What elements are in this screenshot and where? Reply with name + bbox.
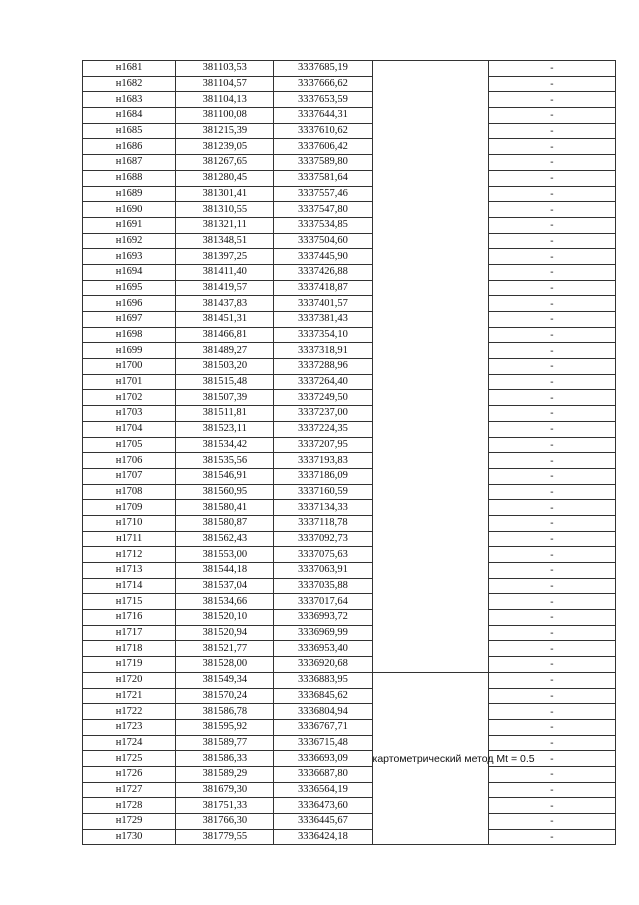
point-id: н1693 xyxy=(83,249,176,265)
method-cell-empty xyxy=(372,312,488,328)
point-id: н1709 xyxy=(83,500,176,516)
y-coordinate: 3336920,68 xyxy=(274,657,372,673)
table-row xyxy=(83,766,616,782)
table-row xyxy=(83,312,616,328)
table-row xyxy=(83,217,616,233)
method-note: картометрический метод Mt = 0.5 xyxy=(372,672,488,845)
point-id: н1717 xyxy=(83,625,176,641)
method-cell-empty xyxy=(372,641,488,657)
table-row xyxy=(83,343,616,359)
accuracy-value: - xyxy=(488,735,615,751)
y-coordinate: 3337224,35 xyxy=(274,421,372,437)
y-coordinate: 3336969,99 xyxy=(274,625,372,641)
x-coordinate: 381534,42 xyxy=(176,437,274,453)
table-row xyxy=(83,296,616,312)
point-id: н1703 xyxy=(83,406,176,422)
point-id: н1683 xyxy=(83,92,176,108)
accuracy-value: - xyxy=(488,327,615,343)
x-coordinate: 381301,41 xyxy=(176,186,274,202)
y-coordinate: 3337666,62 xyxy=(274,76,372,92)
point-id: н1708 xyxy=(83,484,176,500)
y-coordinate: 3337504,60 xyxy=(274,233,372,249)
accuracy-value: - xyxy=(488,547,615,563)
y-coordinate: 3337557,46 xyxy=(274,186,372,202)
point-id: н1720 xyxy=(83,672,176,688)
table-row xyxy=(83,814,616,830)
y-coordinate: 3336993,72 xyxy=(274,610,372,626)
x-coordinate: 381528,00 xyxy=(176,657,274,673)
accuracy-value: - xyxy=(488,217,615,233)
point-id: н1710 xyxy=(83,515,176,531)
accuracy-value: - xyxy=(488,390,615,406)
point-id: н1704 xyxy=(83,421,176,437)
method-cell-empty xyxy=(372,217,488,233)
x-coordinate: 381451,31 xyxy=(176,312,274,328)
accuracy-value: - xyxy=(488,312,615,328)
y-coordinate: 3337193,83 xyxy=(274,453,372,469)
y-coordinate: 3337035,88 xyxy=(274,578,372,594)
accuracy-value: - xyxy=(488,453,615,469)
x-coordinate: 381521,77 xyxy=(176,641,274,657)
method-cell-empty xyxy=(372,406,488,422)
method-cell-empty xyxy=(372,139,488,155)
point-id: н1701 xyxy=(83,374,176,390)
method-cell-empty xyxy=(372,563,488,579)
x-coordinate: 381489,27 xyxy=(176,343,274,359)
y-coordinate: 3337547,80 xyxy=(274,202,372,218)
y-coordinate: 3337118,78 xyxy=(274,515,372,531)
accuracy-value: - xyxy=(488,814,615,830)
table-row xyxy=(83,547,616,563)
accuracy-value: - xyxy=(488,798,615,814)
x-coordinate: 381553,00 xyxy=(176,547,274,563)
y-coordinate: 3336804,94 xyxy=(274,704,372,720)
x-coordinate: 381562,43 xyxy=(176,531,274,547)
y-coordinate: 3336845,62 xyxy=(274,688,372,704)
accuracy-value: - xyxy=(488,123,615,139)
y-coordinate: 3337610,62 xyxy=(274,123,372,139)
y-coordinate: 3337264,40 xyxy=(274,374,372,390)
x-coordinate: 381267,65 xyxy=(176,155,274,171)
point-id: н1723 xyxy=(83,719,176,735)
table-row xyxy=(83,108,616,124)
accuracy-value: - xyxy=(488,688,615,704)
point-id: н1719 xyxy=(83,657,176,673)
table-row xyxy=(83,421,616,437)
accuracy-value: - xyxy=(488,359,615,375)
point-id: н1694 xyxy=(83,264,176,280)
point-id: н1726 xyxy=(83,766,176,782)
accuracy-value: - xyxy=(488,170,615,186)
point-id: н1722 xyxy=(83,704,176,720)
point-id: н1712 xyxy=(83,547,176,563)
accuracy-value: - xyxy=(488,704,615,720)
point-id: н1695 xyxy=(83,280,176,296)
accuracy-value: - xyxy=(488,563,615,579)
accuracy-value: - xyxy=(488,296,615,312)
point-id: н1714 xyxy=(83,578,176,594)
point-id: н1730 xyxy=(83,829,176,845)
y-coordinate: 3337589,80 xyxy=(274,155,372,171)
table-row xyxy=(83,437,616,453)
table-row xyxy=(83,829,616,845)
point-id: н1700 xyxy=(83,359,176,375)
accuracy-value: - xyxy=(488,468,615,484)
point-id: н1713 xyxy=(83,563,176,579)
table-row xyxy=(83,92,616,108)
x-coordinate: 381239,05 xyxy=(176,139,274,155)
method-cell-empty xyxy=(372,76,488,92)
table-row xyxy=(83,594,616,610)
table-row xyxy=(83,782,616,798)
x-coordinate: 381466,81 xyxy=(176,327,274,343)
table-row xyxy=(83,704,616,720)
x-coordinate: 381104,13 xyxy=(176,92,274,108)
x-coordinate: 381586,78 xyxy=(176,704,274,720)
x-coordinate: 381595,92 xyxy=(176,719,274,735)
accuracy-value: - xyxy=(488,406,615,422)
y-coordinate: 3337418,87 xyxy=(274,280,372,296)
point-id: н1699 xyxy=(83,343,176,359)
table-row xyxy=(83,186,616,202)
accuracy-value: - xyxy=(488,374,615,390)
point-id: н1707 xyxy=(83,468,176,484)
method-cell-empty xyxy=(372,202,488,218)
table-row xyxy=(83,563,616,579)
method-cell-empty xyxy=(372,594,488,610)
accuracy-value: - xyxy=(488,264,615,280)
method-cell-empty xyxy=(372,374,488,390)
x-coordinate: 381580,41 xyxy=(176,500,274,516)
method-cell-empty xyxy=(372,531,488,547)
accuracy-value: - xyxy=(488,186,615,202)
table-row xyxy=(83,374,616,390)
table-row xyxy=(83,76,616,92)
method-cell-empty xyxy=(372,484,488,500)
y-coordinate: 3336953,40 xyxy=(274,641,372,657)
x-coordinate: 381520,10 xyxy=(176,610,274,626)
table-row xyxy=(83,61,616,77)
accuracy-value: - xyxy=(488,437,615,453)
y-coordinate: 3336473,60 xyxy=(274,798,372,814)
coordinates-table xyxy=(82,60,616,845)
table-row xyxy=(83,625,616,641)
x-coordinate: 381766,30 xyxy=(176,814,274,830)
y-coordinate: 3336424,18 xyxy=(274,829,372,845)
y-coordinate: 3337063,91 xyxy=(274,563,372,579)
x-coordinate: 381586,33 xyxy=(176,751,274,767)
point-id: н1686 xyxy=(83,139,176,155)
method-cell-empty xyxy=(372,610,488,626)
method-cell-empty xyxy=(372,123,488,139)
method-cell-empty xyxy=(372,625,488,641)
y-coordinate: 3337075,63 xyxy=(274,547,372,563)
table-row xyxy=(83,406,616,422)
point-id: н1711 xyxy=(83,531,176,547)
y-coordinate: 3337606,42 xyxy=(274,139,372,155)
y-coordinate: 3337401,57 xyxy=(274,296,372,312)
accuracy-value: - xyxy=(488,578,615,594)
accuracy-value: - xyxy=(488,625,615,641)
y-coordinate: 3337160,59 xyxy=(274,484,372,500)
point-id: н1688 xyxy=(83,170,176,186)
x-coordinate: 381779,55 xyxy=(176,829,274,845)
method-cell-empty xyxy=(372,390,488,406)
table-row xyxy=(83,264,616,280)
x-coordinate: 381507,39 xyxy=(176,390,274,406)
point-id: н1729 xyxy=(83,814,176,830)
point-id: н1716 xyxy=(83,610,176,626)
y-coordinate: 3337318,91 xyxy=(274,343,372,359)
point-id: н1728 xyxy=(83,798,176,814)
x-coordinate: 381103,53 xyxy=(176,61,274,77)
table-row xyxy=(83,453,616,469)
table-row xyxy=(83,610,616,626)
point-id: н1687 xyxy=(83,155,176,171)
point-id: н1696 xyxy=(83,296,176,312)
table-row xyxy=(83,688,616,704)
point-id: н1684 xyxy=(83,108,176,124)
table-row xyxy=(83,500,616,516)
method-cell-empty xyxy=(372,280,488,296)
table-row xyxy=(83,249,616,265)
accuracy-value: - xyxy=(488,672,615,688)
x-coordinate: 381215,39 xyxy=(176,123,274,139)
accuracy-value: - xyxy=(488,610,615,626)
y-coordinate: 3336687,80 xyxy=(274,766,372,782)
accuracy-value: - xyxy=(488,751,615,767)
table-row xyxy=(83,798,616,814)
method-cell-empty xyxy=(372,233,488,249)
y-coordinate: 3337685,19 xyxy=(274,61,372,77)
point-id: н1706 xyxy=(83,453,176,469)
accuracy-value: - xyxy=(488,92,615,108)
y-coordinate: 3337426,88 xyxy=(274,264,372,280)
method-cell-empty xyxy=(372,186,488,202)
method-cell-empty xyxy=(372,453,488,469)
accuracy-value: - xyxy=(488,233,615,249)
x-coordinate: 381520,94 xyxy=(176,625,274,641)
y-coordinate: 3337249,50 xyxy=(274,390,372,406)
point-id: н1682 xyxy=(83,76,176,92)
method-cell-empty xyxy=(372,343,488,359)
coordinates-table-body xyxy=(83,61,616,845)
point-id: н1725 xyxy=(83,751,176,767)
method-cell-empty xyxy=(372,578,488,594)
table-row xyxy=(83,280,616,296)
accuracy-value: - xyxy=(488,108,615,124)
table-row xyxy=(83,327,616,343)
point-id: н1721 xyxy=(83,688,176,704)
y-coordinate: 3337653,59 xyxy=(274,92,372,108)
y-coordinate: 3336445,67 xyxy=(274,814,372,830)
table-row xyxy=(83,233,616,249)
method-cell-empty xyxy=(372,500,488,516)
table-row xyxy=(83,359,616,375)
point-id: н1692 xyxy=(83,233,176,249)
method-cell-empty xyxy=(372,359,488,375)
y-coordinate: 3336564,19 xyxy=(274,782,372,798)
accuracy-value: - xyxy=(488,515,615,531)
method-cell-empty xyxy=(372,437,488,453)
method-cell-empty xyxy=(372,108,488,124)
x-coordinate: 381546,91 xyxy=(176,468,274,484)
x-coordinate: 381503,20 xyxy=(176,359,274,375)
point-id: н1689 xyxy=(83,186,176,202)
x-coordinate: 381549,34 xyxy=(176,672,274,688)
table-row xyxy=(83,139,616,155)
x-coordinate: 381570,24 xyxy=(176,688,274,704)
method-cell-empty xyxy=(372,170,488,186)
method-cell-empty xyxy=(372,92,488,108)
accuracy-value: - xyxy=(488,280,615,296)
accuracy-value: - xyxy=(488,202,615,218)
table-row xyxy=(83,578,616,594)
x-coordinate: 381437,83 xyxy=(176,296,274,312)
x-coordinate: 381397,25 xyxy=(176,249,274,265)
table-row xyxy=(83,155,616,171)
accuracy-value: - xyxy=(488,719,615,735)
x-coordinate: 381515,48 xyxy=(176,374,274,390)
x-coordinate: 381580,87 xyxy=(176,515,274,531)
point-id: н1727 xyxy=(83,782,176,798)
y-coordinate: 3337644,31 xyxy=(274,108,372,124)
table-row xyxy=(83,657,616,673)
method-cell-empty xyxy=(372,61,488,77)
table-row xyxy=(83,123,616,139)
point-id: н1724 xyxy=(83,735,176,751)
table-row xyxy=(83,170,616,186)
y-coordinate: 3337534,85 xyxy=(274,217,372,233)
method-cell-empty xyxy=(372,296,488,312)
accuracy-value: - xyxy=(488,343,615,359)
y-coordinate: 3336693,09 xyxy=(274,751,372,767)
accuracy-value: - xyxy=(488,484,615,500)
point-id: н1718 xyxy=(83,641,176,657)
point-id: н1681 xyxy=(83,61,176,77)
table-row xyxy=(83,751,616,767)
y-coordinate: 3336715,48 xyxy=(274,735,372,751)
x-coordinate: 381560,95 xyxy=(176,484,274,500)
table-row xyxy=(83,531,616,547)
method-cell-empty xyxy=(372,421,488,437)
accuracy-value: - xyxy=(488,641,615,657)
accuracy-value: - xyxy=(488,594,615,610)
x-coordinate: 381511,81 xyxy=(176,406,274,422)
y-coordinate: 3336883,95 xyxy=(274,672,372,688)
x-coordinate: 381589,29 xyxy=(176,766,274,782)
accuracy-value: - xyxy=(488,139,615,155)
accuracy-value: - xyxy=(488,155,615,171)
table-row xyxy=(83,390,616,406)
y-coordinate: 3337581,64 xyxy=(274,170,372,186)
y-coordinate: 3336767,71 xyxy=(274,719,372,735)
y-coordinate: 3337186,09 xyxy=(274,468,372,484)
table-row xyxy=(83,719,616,735)
x-coordinate: 381544,18 xyxy=(176,563,274,579)
x-coordinate: 381537,04 xyxy=(176,578,274,594)
point-id: н1685 xyxy=(83,123,176,139)
y-coordinate: 3337237,00 xyxy=(274,406,372,422)
method-cell-empty xyxy=(372,657,488,673)
accuracy-value: - xyxy=(488,421,615,437)
method-cell-empty xyxy=(372,547,488,563)
x-coordinate: 381534,66 xyxy=(176,594,274,610)
x-coordinate: 381321,11 xyxy=(176,217,274,233)
accuracy-value: - xyxy=(488,766,615,782)
accuracy-value: - xyxy=(488,657,615,673)
point-id: н1697 xyxy=(83,312,176,328)
method-cell-empty xyxy=(372,327,488,343)
method-cell-empty xyxy=(372,249,488,265)
accuracy-value: - xyxy=(488,76,615,92)
table-row xyxy=(83,484,616,500)
table-row xyxy=(83,641,616,657)
table-row xyxy=(83,735,616,751)
x-coordinate: 381104,57 xyxy=(176,76,274,92)
x-coordinate: 381310,55 xyxy=(176,202,274,218)
y-coordinate: 3337354,10 xyxy=(274,327,372,343)
accuracy-value: - xyxy=(488,61,615,77)
x-coordinate: 381535,56 xyxy=(176,453,274,469)
x-coordinate: 381348,51 xyxy=(176,233,274,249)
x-coordinate: 381419,57 xyxy=(176,280,274,296)
accuracy-value: - xyxy=(488,500,615,516)
method-cell-empty xyxy=(372,468,488,484)
x-coordinate: 381589,77 xyxy=(176,735,274,751)
accuracy-value: - xyxy=(488,249,615,265)
table-row xyxy=(83,468,616,484)
y-coordinate: 3337134,33 xyxy=(274,500,372,516)
table-row xyxy=(83,202,616,218)
y-coordinate: 3337381,43 xyxy=(274,312,372,328)
y-coordinate: 3337207,95 xyxy=(274,437,372,453)
table-row xyxy=(83,515,616,531)
x-coordinate: 381280,45 xyxy=(176,170,274,186)
method-cell-empty xyxy=(372,264,488,280)
point-id: н1698 xyxy=(83,327,176,343)
y-coordinate: 3337017,64 xyxy=(274,594,372,610)
point-id: н1690 xyxy=(83,202,176,218)
point-id: н1691 xyxy=(83,217,176,233)
x-coordinate: 381100,08 xyxy=(176,108,274,124)
y-coordinate: 3337445,90 xyxy=(274,249,372,265)
accuracy-value: - xyxy=(488,531,615,547)
x-coordinate: 381411,40 xyxy=(176,264,274,280)
y-coordinate: 3337288,96 xyxy=(274,359,372,375)
point-id: н1702 xyxy=(83,390,176,406)
x-coordinate: 381523,11 xyxy=(176,421,274,437)
accuracy-value: - xyxy=(488,782,615,798)
table-row xyxy=(83,672,616,688)
method-cell-empty xyxy=(372,155,488,171)
x-coordinate: 381679,30 xyxy=(176,782,274,798)
y-coordinate: 3337092,73 xyxy=(274,531,372,547)
point-id: н1705 xyxy=(83,437,176,453)
accuracy-value: - xyxy=(488,829,615,845)
x-coordinate: 381751,33 xyxy=(176,798,274,814)
point-id: н1715 xyxy=(83,594,176,610)
method-cell-empty xyxy=(372,515,488,531)
